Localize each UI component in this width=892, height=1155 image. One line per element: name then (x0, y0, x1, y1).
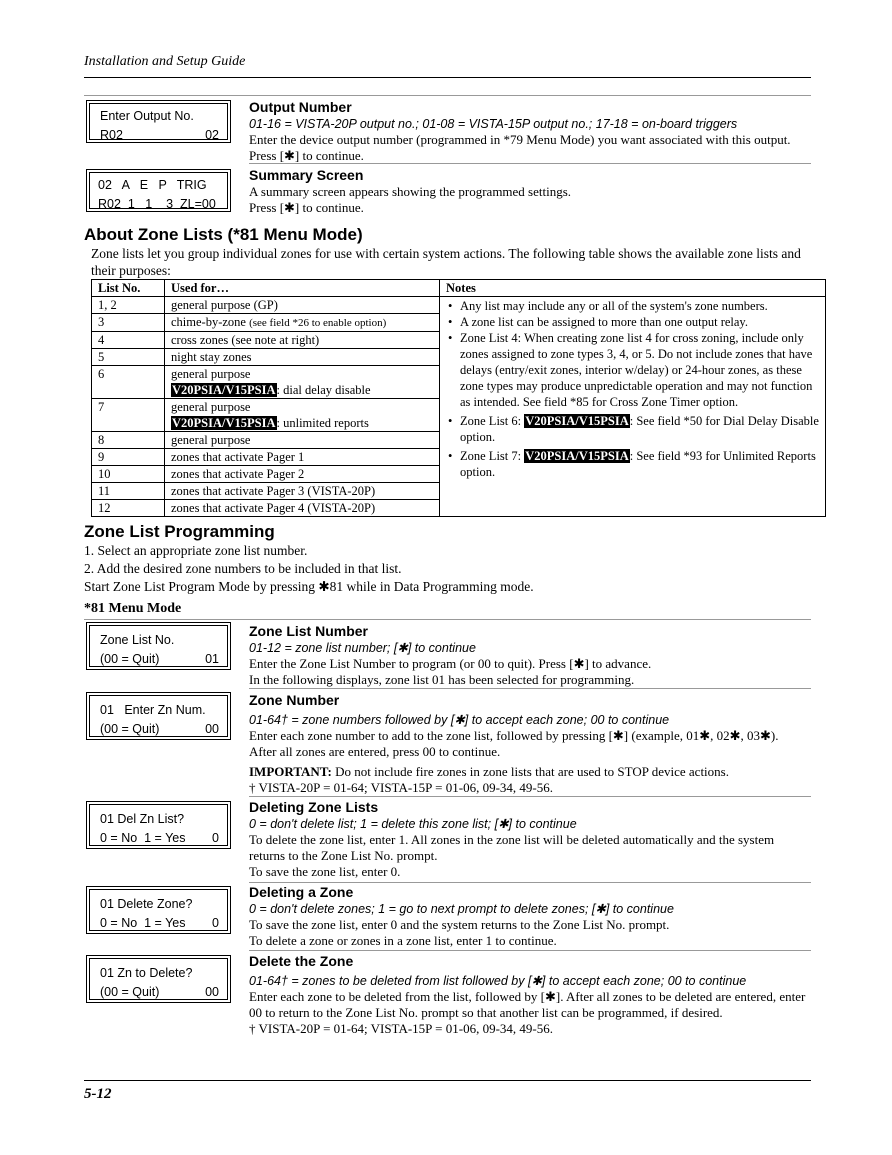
lcd-line: 02 A E P TRIG (98, 178, 207, 192)
entry-title: Summary Screen (249, 167, 364, 183)
lcd-line: Zone List No. (100, 633, 175, 647)
entry-title: Output Number (249, 99, 352, 115)
entry-title: Zone Number (249, 692, 340, 708)
entry-range: 01-12 = zone list number; [✱] to continue (249, 641, 476, 655)
lcd-line: 01 Zn to Delete? (100, 966, 193, 980)
list-no: 4 (92, 332, 165, 349)
entry-title: Delete the Zone (249, 953, 354, 969)
running-header: Installation and Setup Guide (84, 54, 246, 69)
model-highlight: V20PSIA/V15PSIA (172, 383, 276, 397)
lcd-line: 01 Delete Zone? (100, 897, 193, 911)
page-number: 5-12 (84, 1086, 112, 1102)
entry-deleting-a-zone (249, 883, 819, 949)
entry-text: A summary screen appears showing the programmed settings. (249, 184, 572, 199)
list-no: 10 (92, 466, 165, 483)
divider (249, 688, 811, 689)
lcd-display (86, 886, 231, 934)
entry-text: Enter the Zone List Number to program (or 00 to quit). Press [✱] to advance. (249, 656, 652, 671)
note-item: • Zone List 4: When creating zone list 4 for cross zoning, include only zones assigned to zone types 3, 4, or 5. Do not include zones that have delays (entry/exit zones, interior w/delay) or 24-hour zones, as these zone types may produce unpredictable operation and may not function as intended. See field *85 for Cross Zone Timer option. (460, 330, 819, 410)
lcd-line: 0 = No 1 = Yes (100, 831, 186, 845)
used-for: cross zones (see note at right) (165, 332, 440, 349)
used-for: night stay zones (165, 349, 440, 366)
entry-text: Press [✱] to continue. (249, 200, 364, 215)
entry-delete-the-zone (249, 952, 819, 1037)
section-title: About Zone Lists (*81 Menu Mode) (84, 225, 363, 244)
notes-cell (440, 297, 826, 517)
divider (84, 619, 811, 620)
lcd-display (86, 622, 231, 670)
dagger-note: † VISTA-20P = 01-64; VISTA-15P = 01-06, 09-34, 49-56. (249, 780, 553, 795)
lcd-display (86, 801, 231, 849)
entry-text: Enter the device output number (programmed in *79 Menu Mode) you want associated with this output. Press [✱] to continue. (249, 132, 791, 163)
used-for: zones that activate Pager 2 (165, 466, 440, 483)
table-row (92, 297, 826, 314)
menu-mode-label: *81 Menu Mode (84, 601, 182, 616)
note-item: • Zone List 6: V20PSIA/V15PSIA: See field *50 for Dial Delay Disable option. (460, 413, 819, 445)
used-for: chime-by-zone (see field *26 to enable option) (165, 314, 440, 332)
notes-list (446, 298, 819, 480)
lcd-value: 0 (212, 916, 219, 930)
entry-range: 0 = don't delete zones; 1 = go to next prompt to delete zones; [✱] to continue (249, 902, 674, 916)
entry-zone-list-number (249, 622, 819, 688)
model-highlight: V20PSIA/V15PSIA (525, 414, 629, 428)
lcd-display (86, 100, 231, 143)
entry-text: In the following displays, zone list 01 has been selected for programming. (249, 672, 635, 687)
lcd-display (86, 169, 231, 212)
entry-title: Zone List Number (249, 623, 369, 639)
lcd-line: Enter Output No. (100, 109, 194, 123)
note-item: • A zone list can be assigned to more than one output relay. (460, 314, 819, 330)
divider (249, 796, 811, 797)
divider (249, 163, 811, 164)
note-item: • Zone List 7: V20PSIA/V15PSIA: See field *93 for Unlimited Reports option. (460, 448, 819, 480)
note-item: • Any list may include any or all of the system's zone numbers. (460, 298, 819, 314)
lcd-value: 02 (205, 128, 219, 142)
entry-text: To save the zone list, enter 0. (249, 864, 401, 879)
zone-list-table (91, 279, 826, 517)
entry-deleting-zone-lists (249, 798, 819, 880)
lcd-line: (00 = Quit) (100, 985, 160, 999)
entry-text: To delete the zone list, enter 1. All zones in the zone list will be deleted automatically and the system returns to the Zone List No. prompt. (249, 832, 775, 863)
model-highlight: V20PSIA/V15PSIA (525, 449, 629, 463)
lcd-value: 00 (205, 722, 219, 736)
column-header: List No. (92, 280, 165, 297)
lcd-line: R02 (100, 128, 123, 142)
lcd-value: 0 (212, 831, 219, 845)
entry-range: 01-64† = zone numbers followed by [✱] to accept each zone; 00 to continue (249, 713, 670, 727)
lcd-line: 01 Enter Zn Num. (100, 703, 206, 717)
list-no: 1, 2 (92, 297, 165, 314)
lcd-value: 00 (205, 985, 219, 999)
lcd-value: 01 (205, 652, 219, 666)
lcd-line: 01 Del Zn List? (100, 812, 185, 826)
entry-text: To delete a zone or zones in a zone list, enter 1 to continue. (249, 933, 557, 948)
step-item: 2. Add the desired zone numbers to be included in that list. (84, 561, 402, 576)
entry-range: 0 = don't delete list; 1 = delete this zone list; [✱] to continue (249, 817, 577, 831)
instruction: Start Zone List Program Mode by pressing ✱81 while in Data Programming mode. (84, 579, 534, 594)
header-rule (84, 77, 811, 78)
lcd-line: (00 = Quit) (100, 652, 160, 666)
footer-rule (84, 1080, 811, 1081)
list-no: 9 (92, 449, 165, 466)
intro-paragraph: Zone lists let you group individual zones for use with certain system actions. The following table shows the available zone lists and their purposes: (91, 246, 801, 278)
divider (84, 95, 811, 96)
divider (249, 950, 811, 951)
used-for: zones that activate Pager 1 (165, 449, 440, 466)
entry-zone-number (249, 691, 819, 796)
entry-range: 01-16 = VISTA-20P output no.; 01-08 = VISTA-15P output no.; 17-18 = on-board triggers (249, 117, 738, 131)
used-for: general purpose (165, 432, 440, 449)
used-for: general purpose (GP) (165, 297, 440, 314)
list-no: 8 (92, 432, 165, 449)
entry-title: Deleting a Zone (249, 884, 354, 900)
lcd-line: 0 = No 1 = Yes (100, 916, 186, 930)
entry-title: Deleting Zone Lists (249, 799, 379, 815)
section-title: Zone List Programming (84, 522, 275, 541)
model-highlight: V20PSIA/V15PSIA (172, 416, 276, 430)
important-note: IMPORTANT: Do not include fire zones in zone lists that are used to STOP device actions. (249, 764, 729, 779)
used-for: zones that activate Pager 3 (VISTA-20P) (165, 483, 440, 500)
list-no: 6 (92, 366, 165, 399)
lcd-display (86, 955, 231, 1003)
table-header-row (92, 280, 826, 297)
entry-output-number (249, 98, 819, 164)
used-for: zones that activate Pager 4 (VISTA-20P) (165, 500, 440, 517)
list-no: 12 (92, 500, 165, 517)
used-for: general purpose V20PSIA/V15PSIA: unlimited reports (165, 399, 440, 432)
lcd-line: R02 1 1 3 ZL=00 (98, 197, 216, 211)
entry-range: 01-64† = zones to be deleted from list followed by [✱] to accept each zone; 00 to continue (249, 974, 747, 988)
entry-text: To save the zone list, enter 0 and the system returns to the Zone List No. prompt. (249, 917, 670, 932)
list-no: 3 (92, 314, 165, 332)
step-item: 1. Select an appropriate zone list number. (84, 543, 308, 558)
used-for: general purpose V20PSIA/V15PSIA: dial delay disable (165, 366, 440, 399)
step-list (84, 542, 534, 596)
list-no: 7 (92, 399, 165, 432)
entry-summary-screen (249, 166, 819, 216)
entry-text: Enter each zone to be deleted from the list, followed by [✱]. After all zones to be deleted are entered, enter 00 to return to the Zone List No. prompt so that another list can be programmed, if desired. (249, 989, 806, 1020)
lcd-line: (00 = Quit) (100, 722, 160, 736)
column-header: Notes (440, 280, 826, 297)
entry-text: Enter each zone number to add to the zone list, followed by pressing [✱] (example, 01✱, 02✱, 03✱). After all zones are entered, press 00 to continue. (249, 728, 779, 759)
dagger-note: † VISTA-20P = 01-64; VISTA-15P = 01-06, 09-34, 49-56. (249, 1021, 553, 1036)
lcd-display (86, 692, 231, 740)
list-no: 5 (92, 349, 165, 366)
list-no: 11 (92, 483, 165, 500)
column-header: Used for… (165, 280, 440, 297)
